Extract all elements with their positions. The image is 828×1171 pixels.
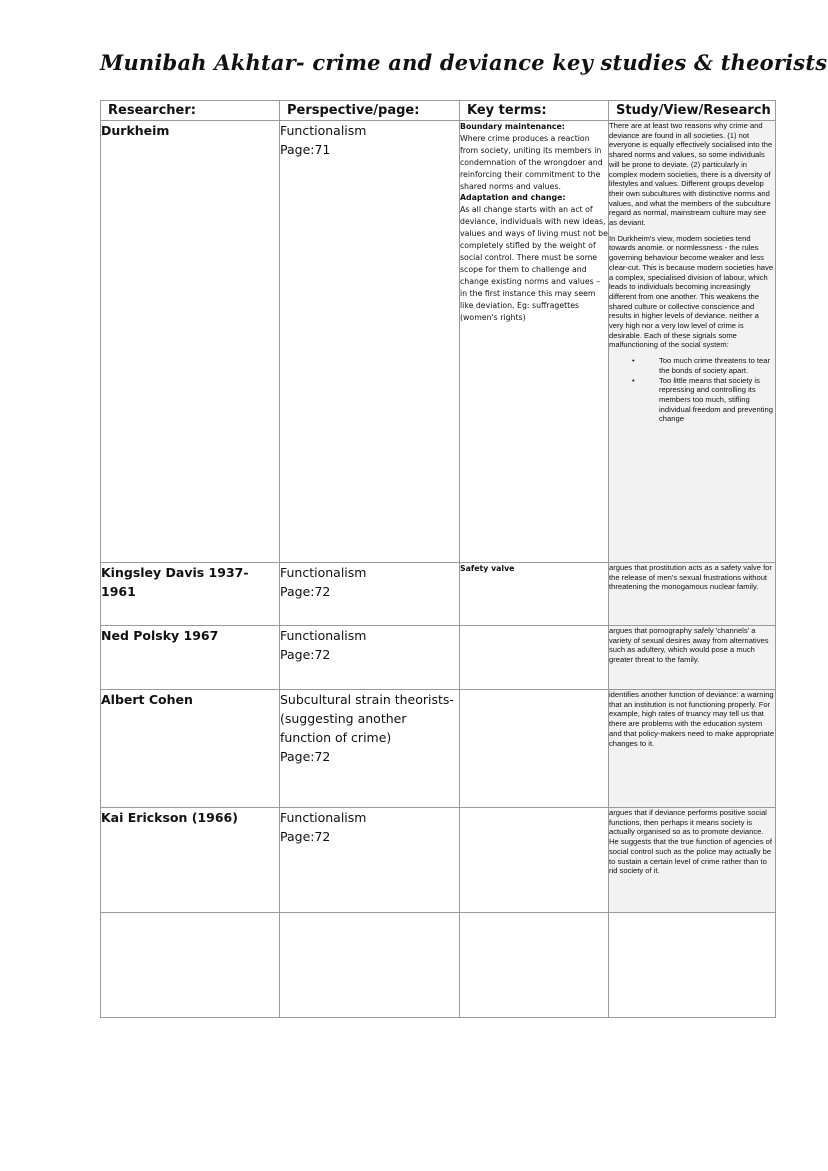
researcher-cell: Albert Cohen	[101, 690, 280, 808]
study-cell	[609, 913, 776, 1018]
key-terms-cell	[460, 563, 609, 626]
perspective-cell	[280, 563, 460, 626]
perspective-cell	[280, 808, 460, 913]
researcher-cell: Kai Erickson (1966)	[101, 808, 280, 913]
studies-table	[100, 100, 776, 1018]
perspective-text: Subcultural strain theorists- (suggesting another function of crime)	[280, 692, 454, 745]
page-reference: Page:72	[280, 584, 331, 599]
key-terms-cell	[460, 626, 609, 690]
study-bullet: • Too much crime threatens to tear the bonds of society apart.	[609, 356, 775, 375]
page-reference: Page:72	[280, 749, 331, 764]
researcher-cell: Kingsley Davis 1937-1961	[101, 563, 280, 626]
key-term-heading: Boundary maintenance:	[460, 122, 565, 131]
header-perspective: Perspective/page:	[280, 101, 460, 121]
table-row	[101, 626, 776, 690]
key-term-heading: Safety valve	[460, 564, 515, 573]
study-paragraph: identifies another function of deviance: a warning that an institution is not functioning properly. For example, high rates of truancy may tell us that there are problems with the education system and that policy-makers need to make appropriate changes to it.	[609, 690, 775, 748]
study-cell	[609, 626, 776, 690]
study-paragraph: argues that prostitution acts as a safety valve for the release of men's sexual frustrations without threatening the monogamous nuclear family.	[609, 563, 772, 592]
table-row	[101, 121, 776, 563]
perspective-cell	[280, 121, 460, 563]
key-terms-cell	[460, 121, 609, 563]
key-terms-cell	[460, 808, 609, 913]
study-bullet-list	[609, 356, 775, 424]
researcher-cell: Ned Polsky 1967	[101, 626, 280, 690]
perspective-cell	[280, 690, 460, 808]
table-row	[101, 808, 776, 913]
perspective-text: Functionalism	[280, 810, 367, 825]
key-term-heading: Adaptation and change:	[460, 193, 566, 203]
table-row	[101, 563, 776, 626]
study-cell	[609, 690, 776, 808]
perspective-cell	[280, 913, 460, 1018]
perspective-text: Functionalism	[280, 565, 367, 580]
perspective-text: Functionalism	[280, 628, 367, 643]
study-paragraph: argues that if deviance performs positive social functions, then perhaps it means society is actually organised so as to promote deviance. He suggests that the true function of agencies of social control such as the police may actually be to sustain a certain level of crime rather than to rid society of it.	[609, 808, 772, 876]
study-paragraph: There are at least two reasons why crime and deviance are found in all societies. (1) not everyone is equally effectively socialised into the shared norms and values, so some individuals will be prone to deviate. (2) particularly in complex modern societies, there is a diversity of lifestyles and values. Different groups develop their own subcultures with distinctive norms and values, and what the members of the subculture regard as normal, mainstream culture may see as deviant.	[609, 121, 773, 228]
study-cell	[609, 808, 776, 913]
study-paragraph: argues that pornography safely 'channels' a variety of sexual desires away from alternatives such as adultery, which would pose a much greater threat to the family.	[609, 626, 769, 665]
perspective-text: Functionalism	[280, 123, 367, 138]
header-researcher: Researcher:	[101, 101, 280, 121]
table-row	[101, 913, 776, 1018]
table-header-row	[101, 101, 776, 121]
key-terms-cell	[460, 913, 609, 1018]
study-paragraph: In Durkheim's view, modern societies tend towards anomie. or normlessness - the rules governing behaviour become weaker and less clear-cut. This is because modern societies have a complex, specialised division of labour, which leads to individuals becoming increasingly different from one another. This weakens the shared culture or collective conscience and results in higher levels of deviance. neither a very high nor a very low level of crime is desirable. Each of these signals some malfunctioning of the social system:	[609, 233, 774, 350]
study-bullet: • Too little means that society is repressing and controlling its members too much, stifling individual freedom and preventing change	[609, 376, 775, 425]
page-reference: Page:72	[280, 647, 331, 662]
key-term-text: Where crime produces a reaction from society, uniting its members in condemnation of the wrongdoer and reinforcing their commitment to the shared norms and values.	[460, 133, 603, 191]
key-terms-cell	[460, 690, 609, 808]
study-cell	[609, 121, 776, 563]
header-key-terms: Key terms:	[460, 101, 609, 121]
document-title: Munibah Akhtar- crime and deviance key studies & theorists	[100, 50, 828, 75]
header-study: Study/View/Research	[609, 101, 776, 121]
key-term-text: As all change starts with an act of deviance, individuals with new ideas, values and ways of living must not be completely stifled by the weight of social control. There must be some scope for them to challenge and change existing norms and values – in the first instance this may seem like deviation. Eg: suffragettes (women's rights)	[460, 205, 608, 322]
page-reference: Page:72	[280, 829, 331, 844]
perspective-cell	[280, 626, 460, 690]
page-reference: Page:71	[280, 142, 331, 157]
researcher-cell	[101, 913, 280, 1018]
study-cell	[609, 563, 776, 626]
researcher-cell: Durkheim	[101, 121, 280, 563]
table-row	[101, 690, 776, 808]
